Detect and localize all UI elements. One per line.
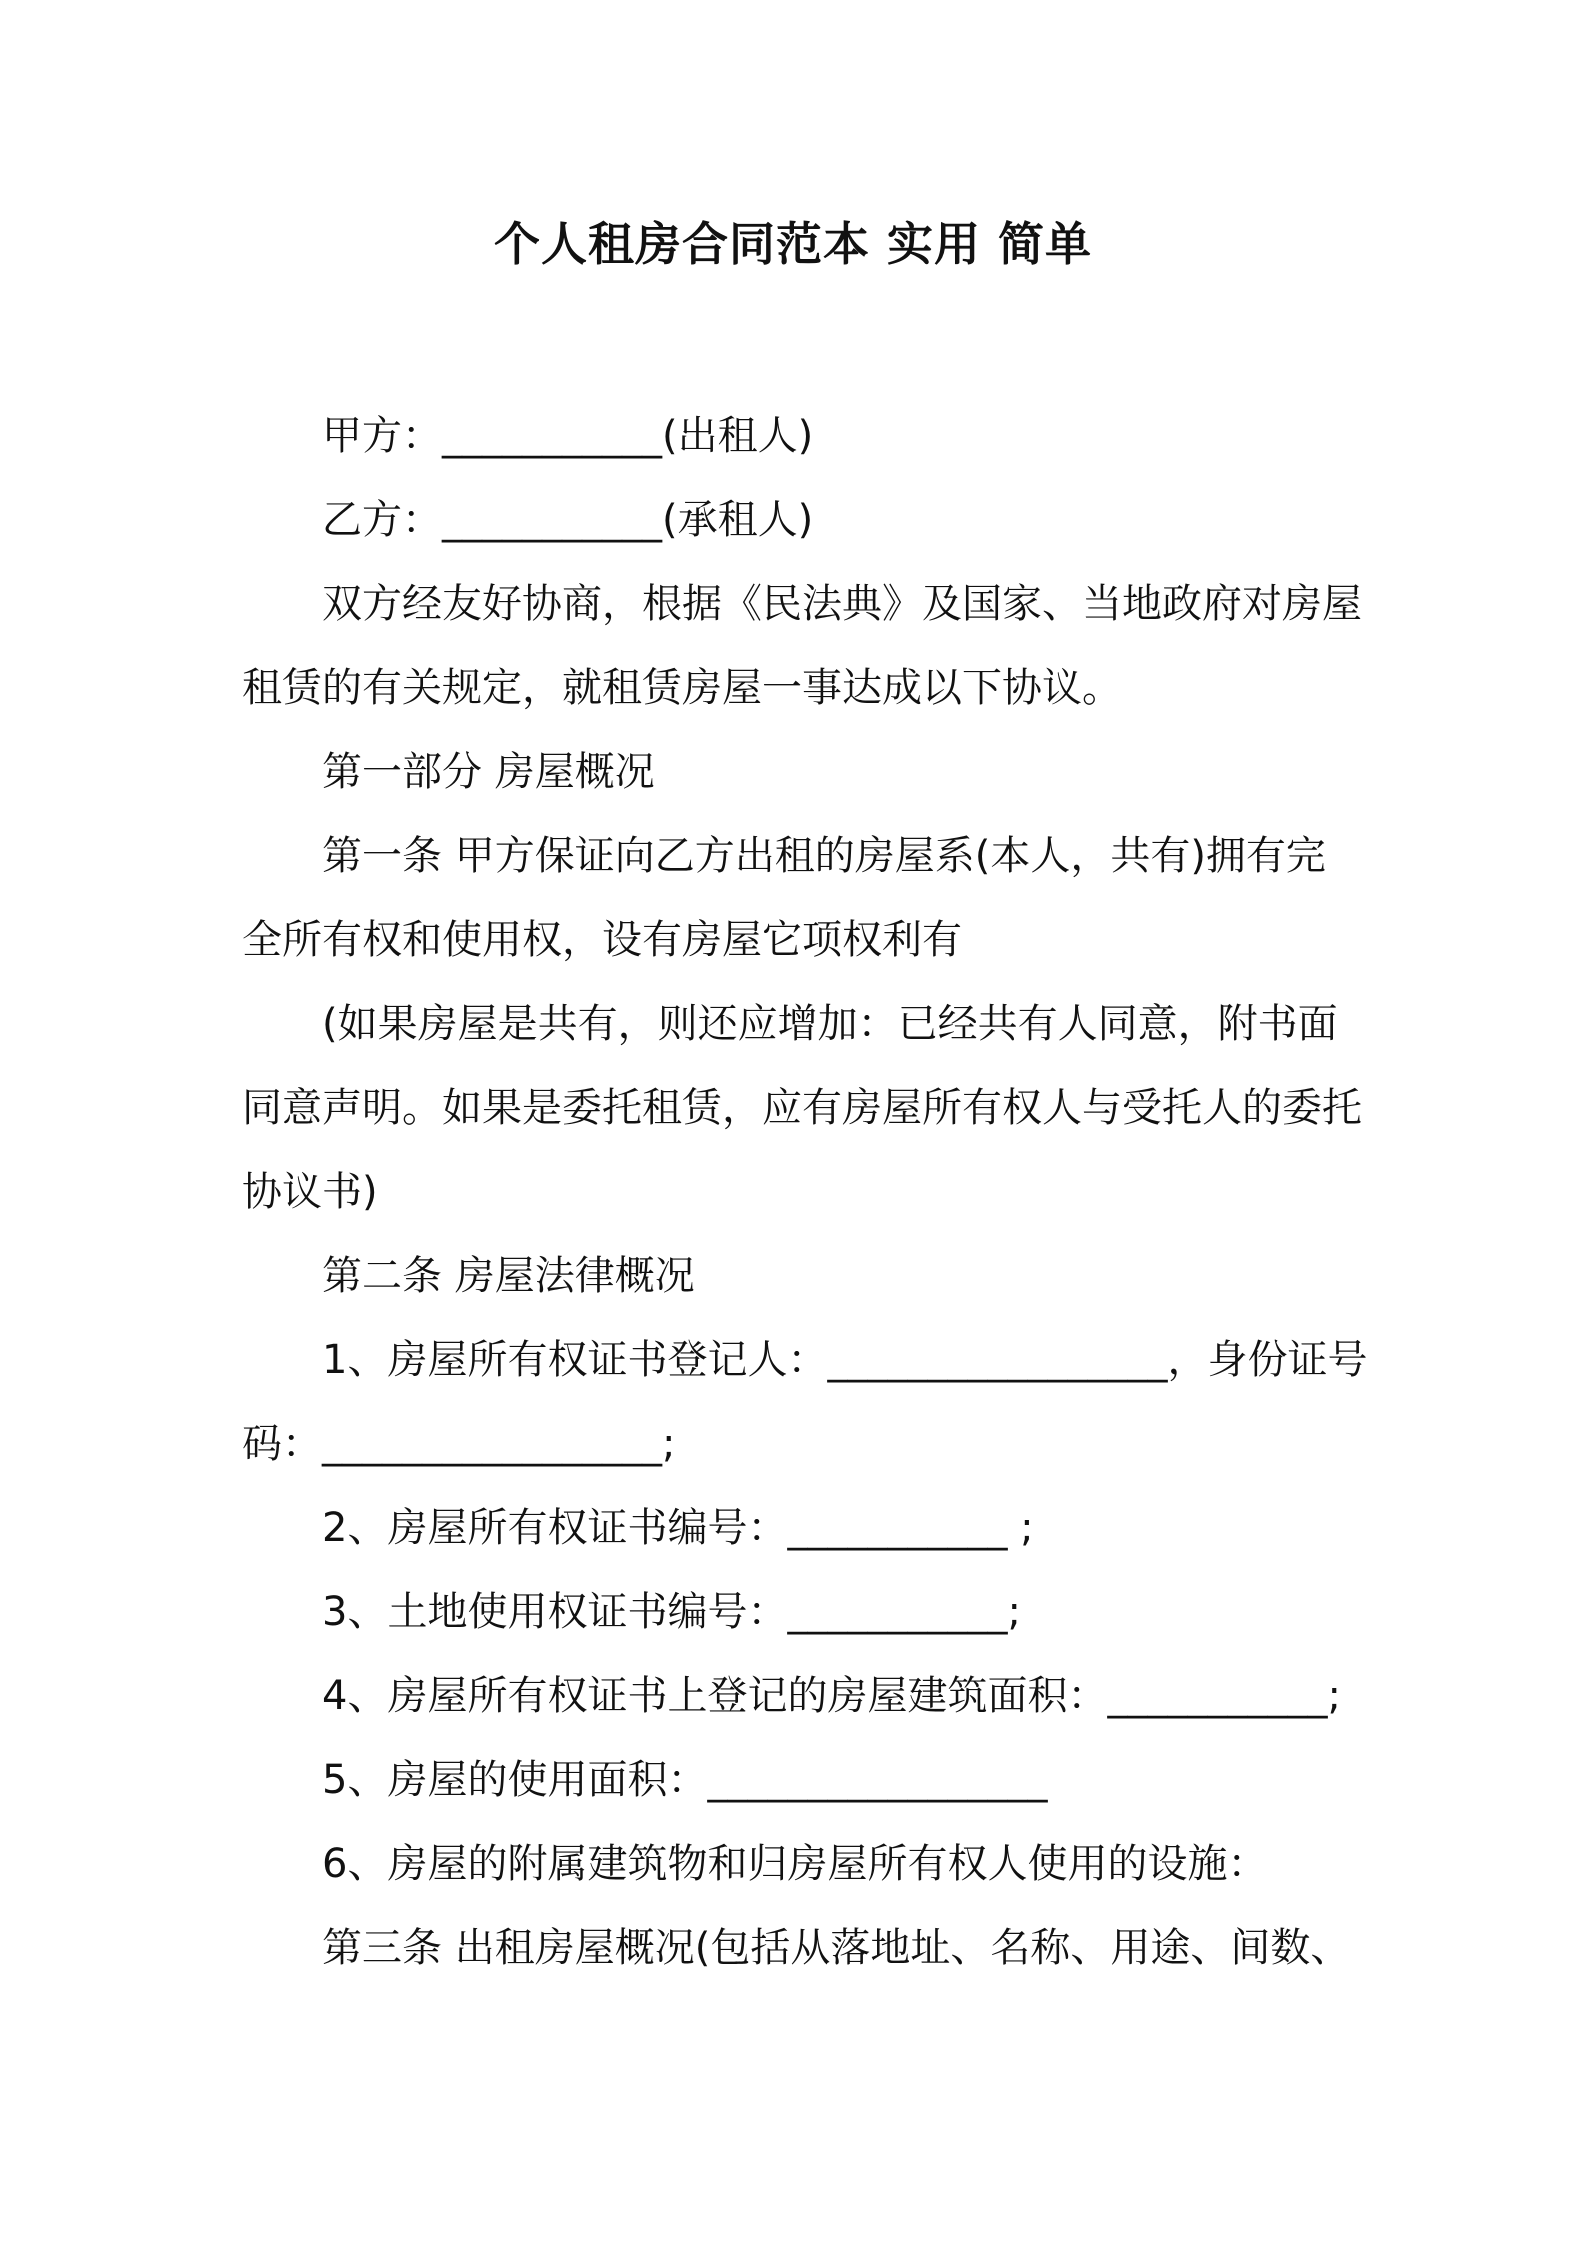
paragraph-line: 第一条 甲方保证向乙方出租的房屋系(本人，共有)拥有完 — [322, 833, 1326, 879]
list-item: 2、房屋所有权证书编号：___________ ; — [322, 1505, 1034, 1551]
section-heading: 第一部分 房屋概况 — [322, 749, 655, 795]
paragraph-line: 全所有权和使用权，设有房屋它项权利有 — [242, 917, 962, 963]
paragraph-line: 同意声明。如果是委托租赁，应有房屋所有权人与受托人的委托 — [242, 1085, 1362, 1131]
party-a-line: 甲方：___________(出租人) — [322, 413, 814, 459]
list-item: 6、房屋的附属建筑物和归房屋所有权人使用的设施： — [322, 1841, 1268, 1887]
list-item: 1、房屋所有权证书登记人：_________________，身份证号 — [322, 1337, 1368, 1383]
article-heading: 第二条 房屋法律概况 — [322, 1253, 695, 1299]
paragraph-line: 租赁的有关规定，就租赁房屋一事达成以下协议。 — [242, 665, 1122, 711]
list-item-continuation: 码：_________________; — [242, 1421, 676, 1467]
paragraph-line: (如果房屋是共有，则还应增加：已经共有人同意，附书面 — [322, 1001, 1338, 1047]
article-heading: 第三条 出租房屋概况(包括从落地址、名称、用途、间数、 — [322, 1925, 1351, 1971]
paragraph-line: 协议书) — [242, 1169, 378, 1215]
paragraph-line: 双方经友好协商，根据《民法典》及国家、当地政府对房屋 — [322, 581, 1362, 627]
document-title: 个人租房合同范本 实用 简单 — [493, 217, 1093, 271]
list-item: 3、土地使用权证书编号：___________; — [322, 1589, 1021, 1635]
list-item: 4、房屋所有权证书上登记的房屋建筑面积：___________; — [322, 1673, 1341, 1719]
list-item: 5、房屋的使用面积：_________________ — [322, 1757, 1048, 1803]
party-b-line: 乙方：___________(承租人) — [322, 497, 814, 543]
